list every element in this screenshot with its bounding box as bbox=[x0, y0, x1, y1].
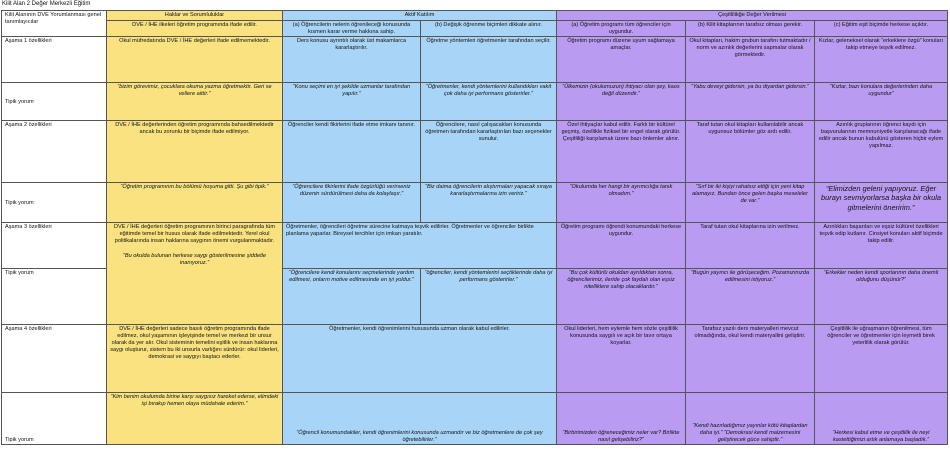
cell-quote: “Öğretmenler, kendi yöntemlerini kullandıkları vakit çok daha iyi performans gösterirler.” bbox=[421, 83, 557, 121]
quote-label: Tipik yorum bbox=[2, 183, 107, 223]
cell-quote: “Öğrencilere kendi konularını seçmelerinde yardım edilmesi, onların motive edilmesinde en iyi yoldur.” bbox=[283, 269, 421, 325]
cell-quote: “Birbirimizden öğreneceğimiz neler var? Birlikte nasıl gelişebiliriz?” bbox=[557, 393, 686, 445]
col2b-header: (b) Değişik öğrenme biçimleri dikkate alınır. bbox=[421, 20, 557, 37]
cell-desc: Çeşitlilik ile uğraşmanın öğrenilmesi, tüm öğrenciler ve öğretmenler için leymetli birek yeterlilik olarak görülür. bbox=[815, 325, 948, 393]
cell-quote: “Kim benim okulumda birine karşı saygısız hareket ederse, elimdeki işi bırakıp hemen olaya müdahale ederim.” bbox=[107, 393, 283, 445]
cell-quote: “Herkesi kabul etme ve çeşitlilik ile neyi kastettiğimizi artık anlamaya başladık.” bbox=[815, 393, 948, 445]
quote-label: Tipik yorum bbox=[2, 393, 107, 445]
col3a-header: (a) Öğretim programı tüm öğrenciler için uygundur. bbox=[557, 20, 686, 37]
cell-desc: Öğretim programı öğrendi konumundaki herkese uygundur. bbox=[557, 223, 686, 269]
cell-desc: Öğrenciler kendi fikirlerini ifade etme imkanı tanınır. bbox=[283, 121, 421, 183]
cell-quote: “Erkekler neden kendi sporlarının daha önemli olduğunu düşünür?” bbox=[815, 269, 948, 325]
stage3-desc-row bbox=[2, 223, 948, 269]
cell-quote: “öğrenciler, kendi yöntemlerini seçtiklerinde daha iyi performans gösterirler.” bbox=[421, 269, 557, 325]
cell-desc: Okul kitapları, hakim grubun tarafını tutmaktadır / norm ve azınlık değerlerini sapmalar olarak görmektedir. bbox=[686, 37, 815, 83]
quote-label: Tipik yorum bbox=[2, 83, 107, 121]
stage-label: Aşama 2 özellikleri bbox=[2, 121, 107, 183]
col3c-header: (c) Eğitim eşit biçimde herkese açıktır. bbox=[815, 20, 948, 37]
cell-quote: “Okulumda her hangi bir ayrımcılığa tanık olmadım.” bbox=[557, 183, 686, 223]
cell-quote: “Konu seçimi en iyi şekilde uzmanlar tarafından yapılır.” bbox=[283, 83, 421, 121]
cell-desc-text: DVE / İHE değerleri öğretim programının birinci paragrafında tüm eğitimde temel bir husus olarak ifade edilmektedir. Yerel okul politikalarında insan haklarına saygının önemi vurgulanmaktadır. bbox=[113, 224, 276, 245]
cell-quote: “Sırf bir iki kişiyi rahatsız ettiği için yeni kitap alamayız. Bundan önce gelen başka meseleler de var.” bbox=[686, 183, 815, 223]
stage1-desc-row bbox=[2, 37, 948, 83]
value-education-table bbox=[1, 10, 948, 445]
cell-desc bbox=[107, 223, 283, 325]
cell-desc: Taraf tutan okul kitapları kullanılabilir ancak uygunsuz bölümler göz ardı edilir. bbox=[686, 121, 815, 183]
cell-quote: “Bu okulda bulunan herkese saygı gösterilmesine şiddetle inanıyoruz.” bbox=[122, 252, 267, 266]
cell-desc: Okul liderleri, hem eylemle hem sözle çeşitlilik konusunda saygılı ve açık bir tavır ortaya koyarlar. bbox=[557, 325, 686, 393]
cell-desc: Okul müfredatında DVE / İHE değerleri ifade edilmemektedir. bbox=[107, 37, 283, 83]
header-group-row bbox=[2, 11, 948, 21]
cell-desc: Öğretme yöntemleri öğretmenler tarafından seçilir. bbox=[421, 37, 557, 83]
cell-desc: Öğretim programı düzene uyum sağlamaya amaçlar. bbox=[557, 37, 686, 83]
cell-desc: Kızlar, geleneksel olarak “erkeklere özgü” konuları takip etmeye teşvik edilmez. bbox=[815, 37, 948, 83]
cell-desc: Tarafsız yazılı ders materyalleri mevcut olmadığında, okul kendi materyallini geliştirir. bbox=[686, 325, 815, 393]
cell-desc: Öğrencilere, nasıl çalışacakları konusunda öğretmen tarafından kararlaştırılan bazı seçenekler sunulur. bbox=[421, 121, 557, 183]
cell-desc: Özel ihtiyaçlar kabul edilir. Farklı bir kültürel geçmiş, özellikle fiziksel bir engel olarak görülür. Çeşitliliği karşılamak üzere bazı önlemler alınır. bbox=[557, 121, 686, 183]
cell-desc: Azınlık gruplarının öğrenci kaydı için başvurularının memnuniyetle karşılanacağı ifade edilir ancak bunun kabulünü gösteren hiçbir eylem yapılmaz. bbox=[815, 121, 948, 183]
group-rights: Haklar ve Sorumluluklar bbox=[107, 11, 283, 21]
cell-quote: “Bu çok kültürlü okuldan ayrıldıktan sonra, öğrencilerimiz, ileride çok faydalı olan eşsiz nitelliklere sahip olacaklardır.” bbox=[557, 269, 686, 325]
col2a-header: (a) Öğrencilerin nelerin öğrenileceği konusunda kısmen karar verme hakkına sahip. bbox=[283, 20, 421, 37]
cell-quote: “Bugün yayıncı ile görüşeceğim. Pozamızınızda edilmesini istiyoruz.” bbox=[686, 269, 815, 325]
cell-desc-merged: Öğretmenler, kendi öğrenimlerini hususunda uzman olarak kabul edilirler. bbox=[283, 325, 557, 393]
cell-desc-merged: Öğretmenler, öğrencileri öğretme sürecine katmaya teşvik edilirler. Öğretmenler ve öğrenciler birlikte planlama yaparlar. Bireysel tercihler için imkan yaratılır. bbox=[283, 223, 557, 269]
cell-desc: Azınlıkları başarıları ve eşsiz kültürel özellikleri teşvik edip kutlanır. Cinsiyet konuları aktif biçimde takip edilir. bbox=[815, 223, 948, 269]
cell-quote: “Elimizden geleni yapıyoruz. Eğer burayı sevmiyorlarsa başka bir okula gitmelerini öneririm.” bbox=[815, 183, 948, 223]
stage-label: Aşama 4 özellikleri bbox=[2, 325, 107, 393]
group-diversity: Çeşitlilikğe Değer Verilmesi bbox=[557, 11, 948, 21]
group-participation: Aktif Katılım bbox=[283, 11, 557, 21]
stage-label: Aşama 3 özellikleri bbox=[2, 223, 107, 269]
stage4-desc-row bbox=[2, 325, 948, 393]
stage1-quote-row bbox=[2, 83, 948, 121]
cell-quote: “Öğrencilere fikirlerini ifade özgürlüğü verirseniz düzenin sürdürülmesi daha da kolaylaşır.” bbox=[283, 183, 421, 223]
cell-quote: “Kızlar, bazı konulara değerlerinden daha uygundur” bbox=[815, 83, 948, 121]
cell-desc: Taraf tutan okul kitaplarına izin verilmez. bbox=[686, 223, 815, 269]
cell-desc: Ders konusu ayrıntılı olarak üst makamlarca kararlaştırılır. bbox=[283, 37, 421, 83]
cell-quote: “Öğretim programının bu bölümü hoşuma gitti. Şu gibi tipik.” bbox=[107, 183, 283, 223]
col1-header: DVE / İHE ilkeleri öğretim programında ifade edilir. bbox=[107, 20, 283, 37]
stage2-quote-row bbox=[2, 183, 948, 223]
cell-quote: “bizim görevimiz, çocuklara okuma yazma öğretmektir. Geri se vellere aittir.” bbox=[107, 83, 283, 121]
stage2-desc-row bbox=[2, 121, 948, 183]
cell-quote: “Yabu deveyi gidersin, ya bu diyardan gidersin.” bbox=[686, 83, 815, 121]
area-label: Kilit Alanının DVE Yorumlanması genel tanımlayıcılar bbox=[2, 11, 107, 37]
cell-quote: “Ülkemizin (okulumuzun) ihtiyacı olan şey, kaos değil düzendir.” bbox=[557, 83, 686, 121]
stage4-quote-row bbox=[2, 393, 948, 445]
col3b-header: (b) Kilit kitaplarının tarafsız olması gerekir. bbox=[686, 20, 815, 37]
cell-desc: DVE / İHE değerlerinden öğretim programında bahsedilmektedir ancak bu zorunlu bir biçimde ifade edilmiyor. bbox=[107, 121, 283, 183]
page-title: Kilit Alan 2 Değer Merkezli Eğitim bbox=[2, 1, 91, 7]
header-columns-row bbox=[2, 20, 948, 37]
cell-desc: DVE / İHE değerleri sadece basılı öğretim programında ifade edilmez, okul yaşamının işleyişinde temel ve merkezi bir unsur olarak da yer alır. Okul sisteminin temelini eşitlik ve insan haklarına saygı oluşturur, sistem bu iki unsurla varlığını sürdürür: okul liderleri, demokrasi ve saygıyı baştacı ederler. bbox=[107, 325, 283, 393]
stage-label: Aşama 1 özellikleri bbox=[2, 37, 107, 83]
cell-quote: “Kendi hazırladığımız yayınlar kötü kitaplardan daha iyi.” “Demokrasi kendi malzemesini geliştirecek güce sahiptir.” bbox=[686, 393, 815, 445]
quote-label: Tipik yorum bbox=[2, 269, 107, 325]
cell-quote: “Öğrencil konumundakiler, kendi öğrenimlerini konusunda uzmandır ve biz öğretmenlere de çok şey öğretebilirler.” bbox=[283, 393, 557, 445]
cell-quote: “Biz daima öğrencilerin alıştırmaları yapacak sıraya kararlaştırmalarına izin veririz.” bbox=[421, 183, 557, 223]
